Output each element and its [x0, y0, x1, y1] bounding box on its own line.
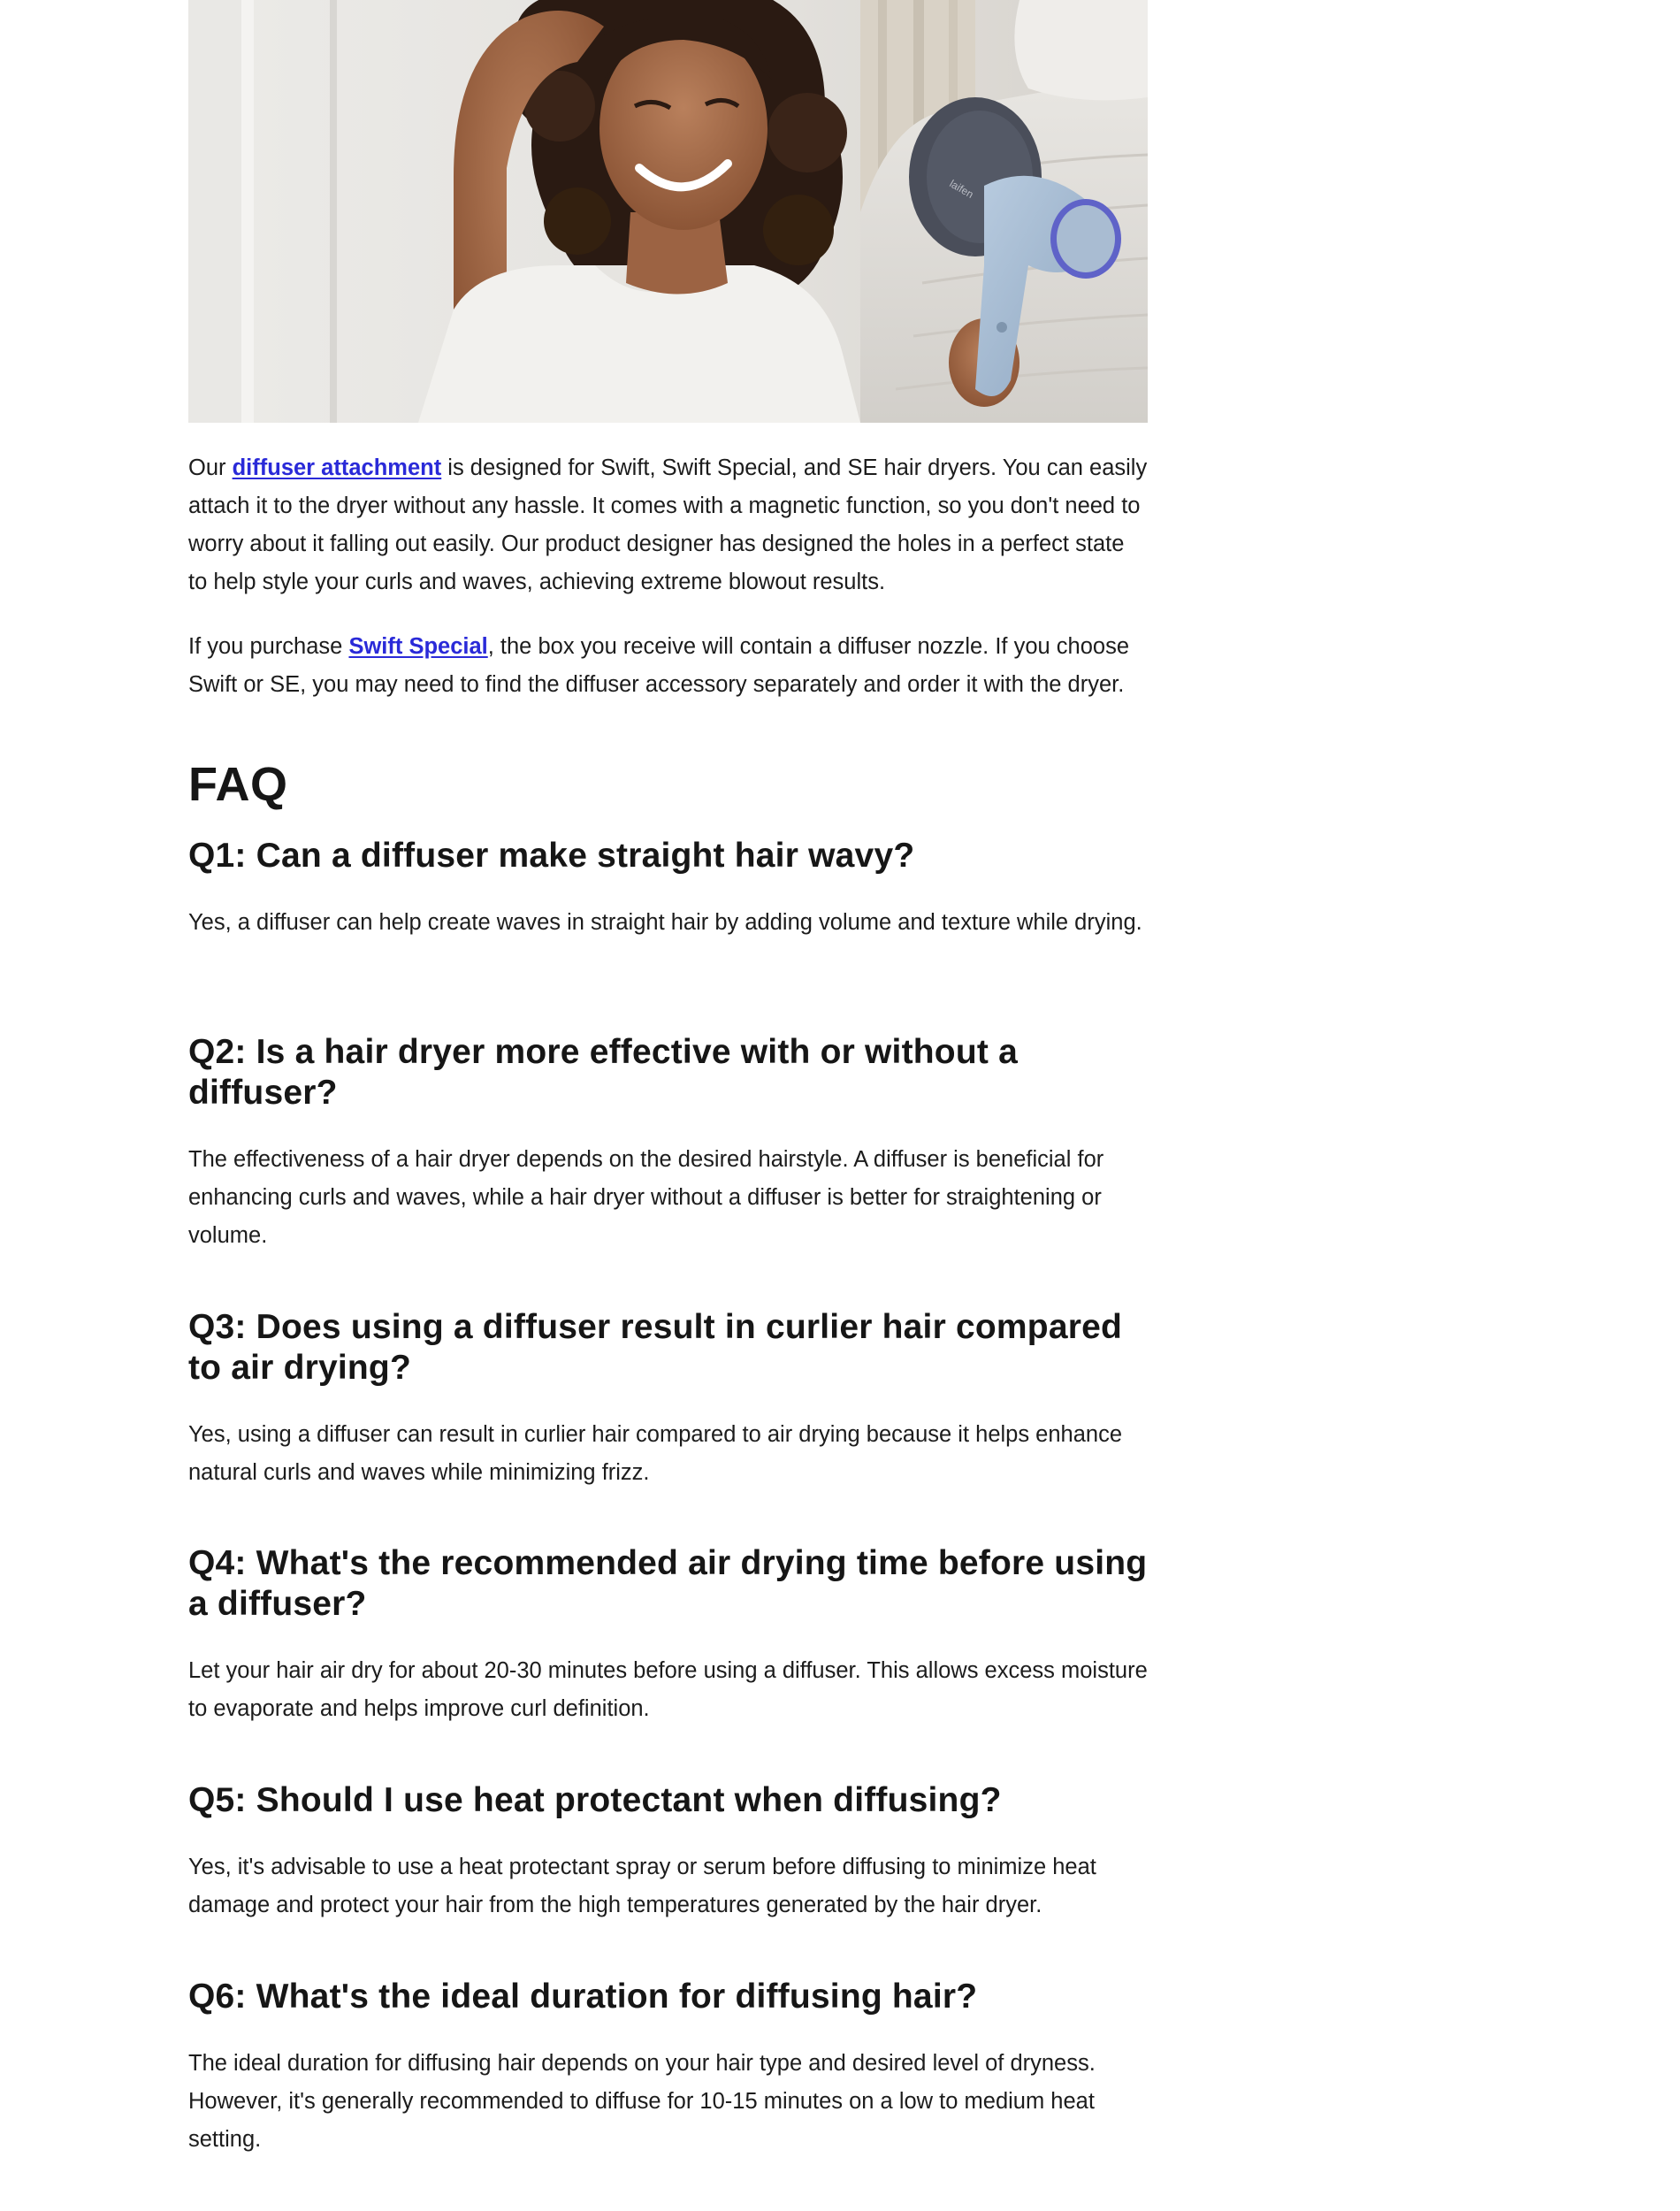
intro-text: If you purchase	[188, 634, 349, 659]
faq-question: Q5: Should I use heat protectant when diffusing?	[188, 1781, 1002, 1819]
hero-image	[188, 0, 1148, 423]
intro-paragraph-1	[188, 449, 1148, 601]
faq-answer: Yes, it's advisable to use a heat protectant spray or serum before diffusing to minimize heat damage and protect your hair from the high temperatures generated by the hair dryer.	[188, 1855, 1096, 1917]
diffuser-attachment-link[interactable]: diffuser attachment	[232, 455, 442, 480]
faq-question: Q4: What's the recommended air drying time before using a diffuser?	[188, 1544, 1148, 1623]
faq-answer: Let your hair air dry for about 20-30 minutes before using a diffuser. This allows excess moisture to evaporate and helps improve curl definition.	[188, 1658, 1148, 1721]
article	[188, 0, 1148, 2152]
faq-item	[188, 1307, 1148, 1485]
faq-answer: Yes, using a diffuser can result in curlier hair compared to air drying because it helps enhance natural curls and waves while minimizing frizz.	[188, 1422, 1123, 1485]
faq-question: Q3: Does using a diffuser result in curlier hair compared to air drying?	[188, 1308, 1123, 1387]
faq-answer: The effectiveness of a hair dryer depends on the desired hairstyle. A diffuser is beneficial for enhancing curls and waves, while a hair dryer without a diffuser is better for straightening or volume.	[188, 1147, 1104, 1248]
intro-text: , the box you receive will contain a diffuser nozzle. If you choose Swift or SE, you may need to find the diffuser accessory separately and order it with the dryer.	[188, 634, 1130, 697]
faq-item	[188, 836, 1148, 935]
intro-paragraph-2	[188, 628, 1148, 704]
swift-special-link[interactable]: Swift Special	[348, 634, 488, 659]
faq-item	[188, 1032, 1148, 1248]
intro-text: is designed for Swift, Swift Special, and SE hair dryers. You can easily attach it to the dryer without any hassle. It comes with a magnetic function, so you don't need to worry about it falling out easily. Our product designer has designed the holes in a perfect state to help style your curls and waves, achieving extreme blowout results.	[188, 455, 1148, 594]
faq-question: Q1: Can a diffuser make straight hair wavy?	[188, 837, 915, 875]
faq-answer: The ideal duration for diffusing hair depends on your hair type and desired level of dryness. However, it's generally recommended to diffuse for 10-15 minutes on a low to medium heat setting.	[188, 2051, 1096, 2152]
intro-text: Our	[188, 455, 233, 480]
faq-item	[188, 1780, 1148, 1917]
faq-heading: FAQ	[188, 758, 288, 811]
faq-question: Q6: What's the ideal duration for diffusing hair?	[188, 1978, 978, 2016]
faq-item	[188, 1977, 1148, 2152]
brand-mark: laifen	[947, 177, 976, 201]
faq-item	[188, 1543, 1148, 1721]
faq-question: Q2: Is a hair dryer more effective with or without a diffuser?	[188, 1033, 1018, 1112]
faq-answer: Yes, a diffuser can help create waves in straight hair by adding volume and texture while drying.	[188, 910, 1142, 935]
